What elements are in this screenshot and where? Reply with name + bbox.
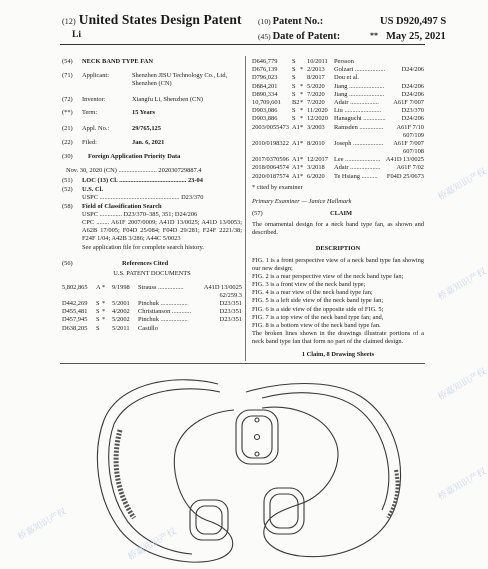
title-field: (54) NECK BAND TYPE FAN (62, 58, 153, 65)
field-cpc: CPC ........ A61F 2007/0009; A41D 13/0025; A41D 13/0053; A62B 17/005; F04D 25/084; F04D 29/281; F24F 2221/38; F24F 1/04; A42B 3/286; A44C 5/0023 (82, 219, 242, 243)
reference-name: Persson (334, 58, 354, 65)
reference-name: Strauss ................ (138, 283, 184, 291)
reference-k: S (96, 324, 100, 332)
reference-s: * (102, 283, 106, 291)
reference-cls: 607/108 (403, 148, 424, 156)
watermark-5: 桥嘉知识产权 (16, 506, 68, 542)
reference-no: 2018/0064574 (252, 164, 289, 172)
reference-s: * (300, 82, 304, 90)
reference-date: 6/2020 (307, 172, 325, 180)
reference-k: A1 (292, 164, 300, 172)
reference-name: Pinchuk ................. (138, 299, 188, 307)
reference-s: * (300, 115, 304, 123)
watermark-3: 桥嘉知识产权 (436, 366, 488, 402)
reference-date: 7/2020 (307, 98, 325, 106)
reference-cls: D24/206 (401, 90, 424, 98)
reference-cls: A61F 7/10 (396, 123, 424, 131)
reference-date: 11/2020 (307, 107, 328, 115)
reference-name: Jiang ...................... (334, 90, 385, 98)
reference-no: 2010/0198322 (252, 139, 289, 147)
reference-name: Dou et al. (334, 74, 360, 82)
reference-name: Golzari ................... (334, 66, 386, 74)
reference-name: Ramsden ............... (334, 123, 384, 131)
reference-s: * (300, 123, 304, 131)
reference-date: 12/2020 (307, 115, 328, 123)
reference-date: 3/2018 (307, 164, 325, 172)
reference-s: * (300, 107, 304, 115)
reference-date: 10/2011 (307, 58, 328, 65)
reference-k: A1 (292, 172, 300, 180)
claim-heading: (57) CLAIM (252, 209, 353, 217)
reference-date: 5/2002 (112, 316, 130, 324)
reference-k: S (96, 316, 100, 324)
reference-date: 8/2010 (307, 139, 325, 147)
reference-cls: A41D 13/0025 (203, 283, 242, 291)
claim-text: The ornamental design for a neck band type fan, as shown and described. (252, 220, 424, 236)
left-arm-inner-edge (109, 389, 220, 554)
reference-name: Christianson ............ (138, 308, 192, 316)
applicant-field: (71) Applicant: Shenzhen JISU Technology Co., Ltd, Shenzhen (CN) (62, 72, 228, 88)
watermark-2: 桥嘉知识产权 (436, 266, 488, 302)
reference-name: Jiang ...................... (334, 82, 385, 90)
reference-no: D638,205 (62, 324, 88, 332)
reference-name: Hanaguchi .............. (334, 115, 386, 123)
field-note: See application file for complete search history. (82, 243, 204, 251)
claims-summary: 1 Claim, 8 Drawing Sheets (301, 351, 375, 359)
figure-description: FIG. 4 is a rear view of the neck band type fan; (252, 289, 373, 297)
appl-field: (21) Appl. No.: 29/765,125 (62, 125, 161, 132)
reference-name: Adair ................... (334, 164, 381, 172)
uscl-value: USPC .................................................. D23/370 (82, 194, 204, 201)
reference-no: D903,086 (252, 107, 278, 115)
reference-cls: D23/351 (219, 308, 242, 316)
reference-no: 2017/0370596 (252, 156, 289, 164)
reference-no: D455,481 (62, 308, 88, 316)
reference-k: B2 (292, 98, 300, 106)
watermark-4: 桥嘉知识产权 (436, 466, 488, 502)
reference-cls: 62/259.3 (219, 291, 242, 299)
reference-no: D442,269 (62, 299, 88, 307)
reference-cls: D23/351 (219, 299, 242, 307)
reference-no: 2003/0055473 (252, 123, 289, 131)
reference-no: D796,023 (252, 74, 278, 82)
watermark-1: 桥嘉知识产权 (436, 166, 488, 202)
figure-description: FIG. 1 is a front perspective view of a neck band type fan showing our new design; (252, 257, 424, 273)
cited-note: * cited by examiner (252, 183, 303, 191)
reference-k: S (292, 82, 296, 90)
reference-name: Adair .................. (334, 98, 379, 106)
reference-cls: A61F 7/007 (393, 139, 424, 147)
figure-description: FIG. 2 is a rear perspective view of the neck band type fan; (252, 273, 404, 281)
refs-subtitle: U.S. PATENT DOCUMENTS (113, 269, 191, 277)
reference-date: 5/2020 (307, 82, 325, 90)
reference-date: 7/2020 (307, 90, 325, 98)
reference-cls: F04D 25/0673 (386, 172, 424, 180)
reference-cls: D23/370 (401, 107, 424, 115)
reference-k: S (292, 58, 296, 65)
priority-row: Nov. 30, 2020 (CN) ........................ 202030729887.4 (66, 167, 202, 174)
date-row: (45) Date of Patent: ** May 25, 2021 (258, 31, 446, 42)
reference-k: A1 (292, 139, 300, 147)
control-button-2-icon (255, 435, 260, 440)
reference-no: D903,886 (252, 115, 278, 123)
reference-name: Te Hsiang .......... (334, 172, 378, 180)
reference-k: S (292, 115, 296, 123)
reference-name: Joseph ................... (334, 139, 384, 147)
reference-k: A1 (292, 123, 300, 131)
reference-s: * (300, 98, 304, 106)
reference-date: 4/2002 (112, 308, 130, 316)
description-heading: DESCRIPTION (315, 245, 361, 252)
reference-k: S (96, 308, 100, 316)
reference-no: D646,779 (252, 58, 278, 65)
reference-no: D676,139 (252, 66, 278, 74)
reference-s: * (102, 316, 106, 324)
reference-cls: A61F 7/007 (393, 98, 424, 106)
figure-description: FIG. 8 is a bottom view of the neck band type fan. (252, 321, 381, 329)
reference-s: * (300, 172, 304, 180)
reference-k: S (96, 299, 100, 307)
reference-date: 5/2001 (112, 299, 130, 307)
patent-title: (12) United States Design Patent (62, 12, 242, 27)
reference-s: * (102, 299, 106, 307)
reference-date: 8/2017 (307, 74, 325, 82)
reference-s: * (300, 164, 304, 172)
reference-k: S (292, 66, 296, 74)
examiner: Primary Examiner — Janice Hallmark (252, 197, 352, 205)
watermarks (16, 165, 488, 562)
reference-k: A1 (292, 156, 300, 164)
reference-date: 5/2011 (112, 324, 130, 332)
figure-description: FIG. 6 is a side view of the opposite side of FIG. 5; (252, 305, 384, 313)
reference-s: * (300, 66, 304, 74)
reference-s: * (102, 308, 106, 316)
reference-cls: D24/206 (401, 115, 424, 123)
inventor-surname: Li (72, 30, 81, 40)
inventor-field: (72) Inventor: Xiangfu Li, Shenzhen (CN) (62, 96, 203, 103)
reference-cls: D24/206 (401, 66, 424, 74)
reference-date: 3/2003 (307, 123, 325, 131)
refs-title: (56) References Cited (62, 259, 169, 267)
control-button-1-icon (255, 418, 259, 422)
reference-k: A (96, 283, 101, 291)
filed-field: (22) Filed: Jan. 6, 2021 (62, 139, 165, 146)
patent-number-row: (10) Patent No.: US D920,497 S (258, 16, 447, 27)
reference-no: 10,709,601 (252, 98, 281, 106)
reference-name: Castillo (138, 324, 158, 332)
field-uspc: USPC .............. D23/370–385, 351; D24/206 (82, 211, 198, 218)
right-arm-pad-inner (270, 494, 298, 528)
code-12: (12) (62, 17, 76, 26)
reference-no: D457,945 (62, 316, 88, 324)
reference-name: Lee ...................... (334, 156, 381, 164)
control-button-3-icon (255, 452, 259, 456)
reference-date: 12/2017 (307, 156, 328, 164)
figure-description: The broken lines shown in the drawings illustrate portions of a neck band type fan that form no part of the claimed design. (252, 329, 424, 345)
date-label: Date of Patent: (272, 31, 341, 42)
figure-description: FIG. 5 is a left side view of the neck band type fan; (252, 297, 384, 305)
reference-no: 5,802,865 (62, 283, 88, 291)
reference-name: Pinchuk ................. (138, 316, 188, 324)
uscl-field: (52) U.S. Cl. (62, 186, 103, 193)
reference-cls: D24/206 (401, 82, 424, 90)
reference-cls: D23/351 (219, 316, 242, 324)
figure-description: FIG. 7 is a top view of the neck band type fan; and, (252, 313, 384, 321)
left-arm-pad-inner (196, 506, 222, 534)
reference-name: Liu ....................... (334, 107, 382, 115)
reference-k: S (292, 107, 296, 115)
field-search: (58) Field of Classification Search (62, 203, 162, 210)
reference-s: * (300, 90, 304, 98)
reference-k: S (292, 90, 296, 98)
patent-number-label: Patent No.: (272, 16, 324, 27)
reference-cls: 607/109 (403, 131, 424, 139)
right-arm-inner-edge (262, 393, 389, 510)
reference-k: S (292, 74, 296, 82)
reference-date: 9/1998 (112, 283, 130, 291)
reference-no: D884,201 (252, 82, 278, 90)
reference-s: * (300, 139, 304, 147)
reference-no: D890,334 (252, 90, 278, 98)
watermark-6: 桥嘉知识产权 (126, 526, 178, 562)
reference-date: 2/2013 (307, 66, 325, 74)
loc-field: (51) LOC (13) Cl. .......................................... 23-04 (62, 177, 203, 184)
reference-cls: A41D 13/0025 (385, 156, 424, 164)
figure-description: FIG. 3 is a front view of the neck band type; (252, 281, 366, 289)
priority-title: (30) Foreign Application Priority Data (62, 153, 181, 160)
reference-cls: A61F 7/02 (396, 164, 424, 172)
reference-s: * (300, 156, 304, 164)
reference-no: 2020/0187574 (252, 172, 289, 180)
term-field: (**) Term: 15 Years (62, 109, 156, 116)
fan-right-arm (236, 384, 401, 557)
